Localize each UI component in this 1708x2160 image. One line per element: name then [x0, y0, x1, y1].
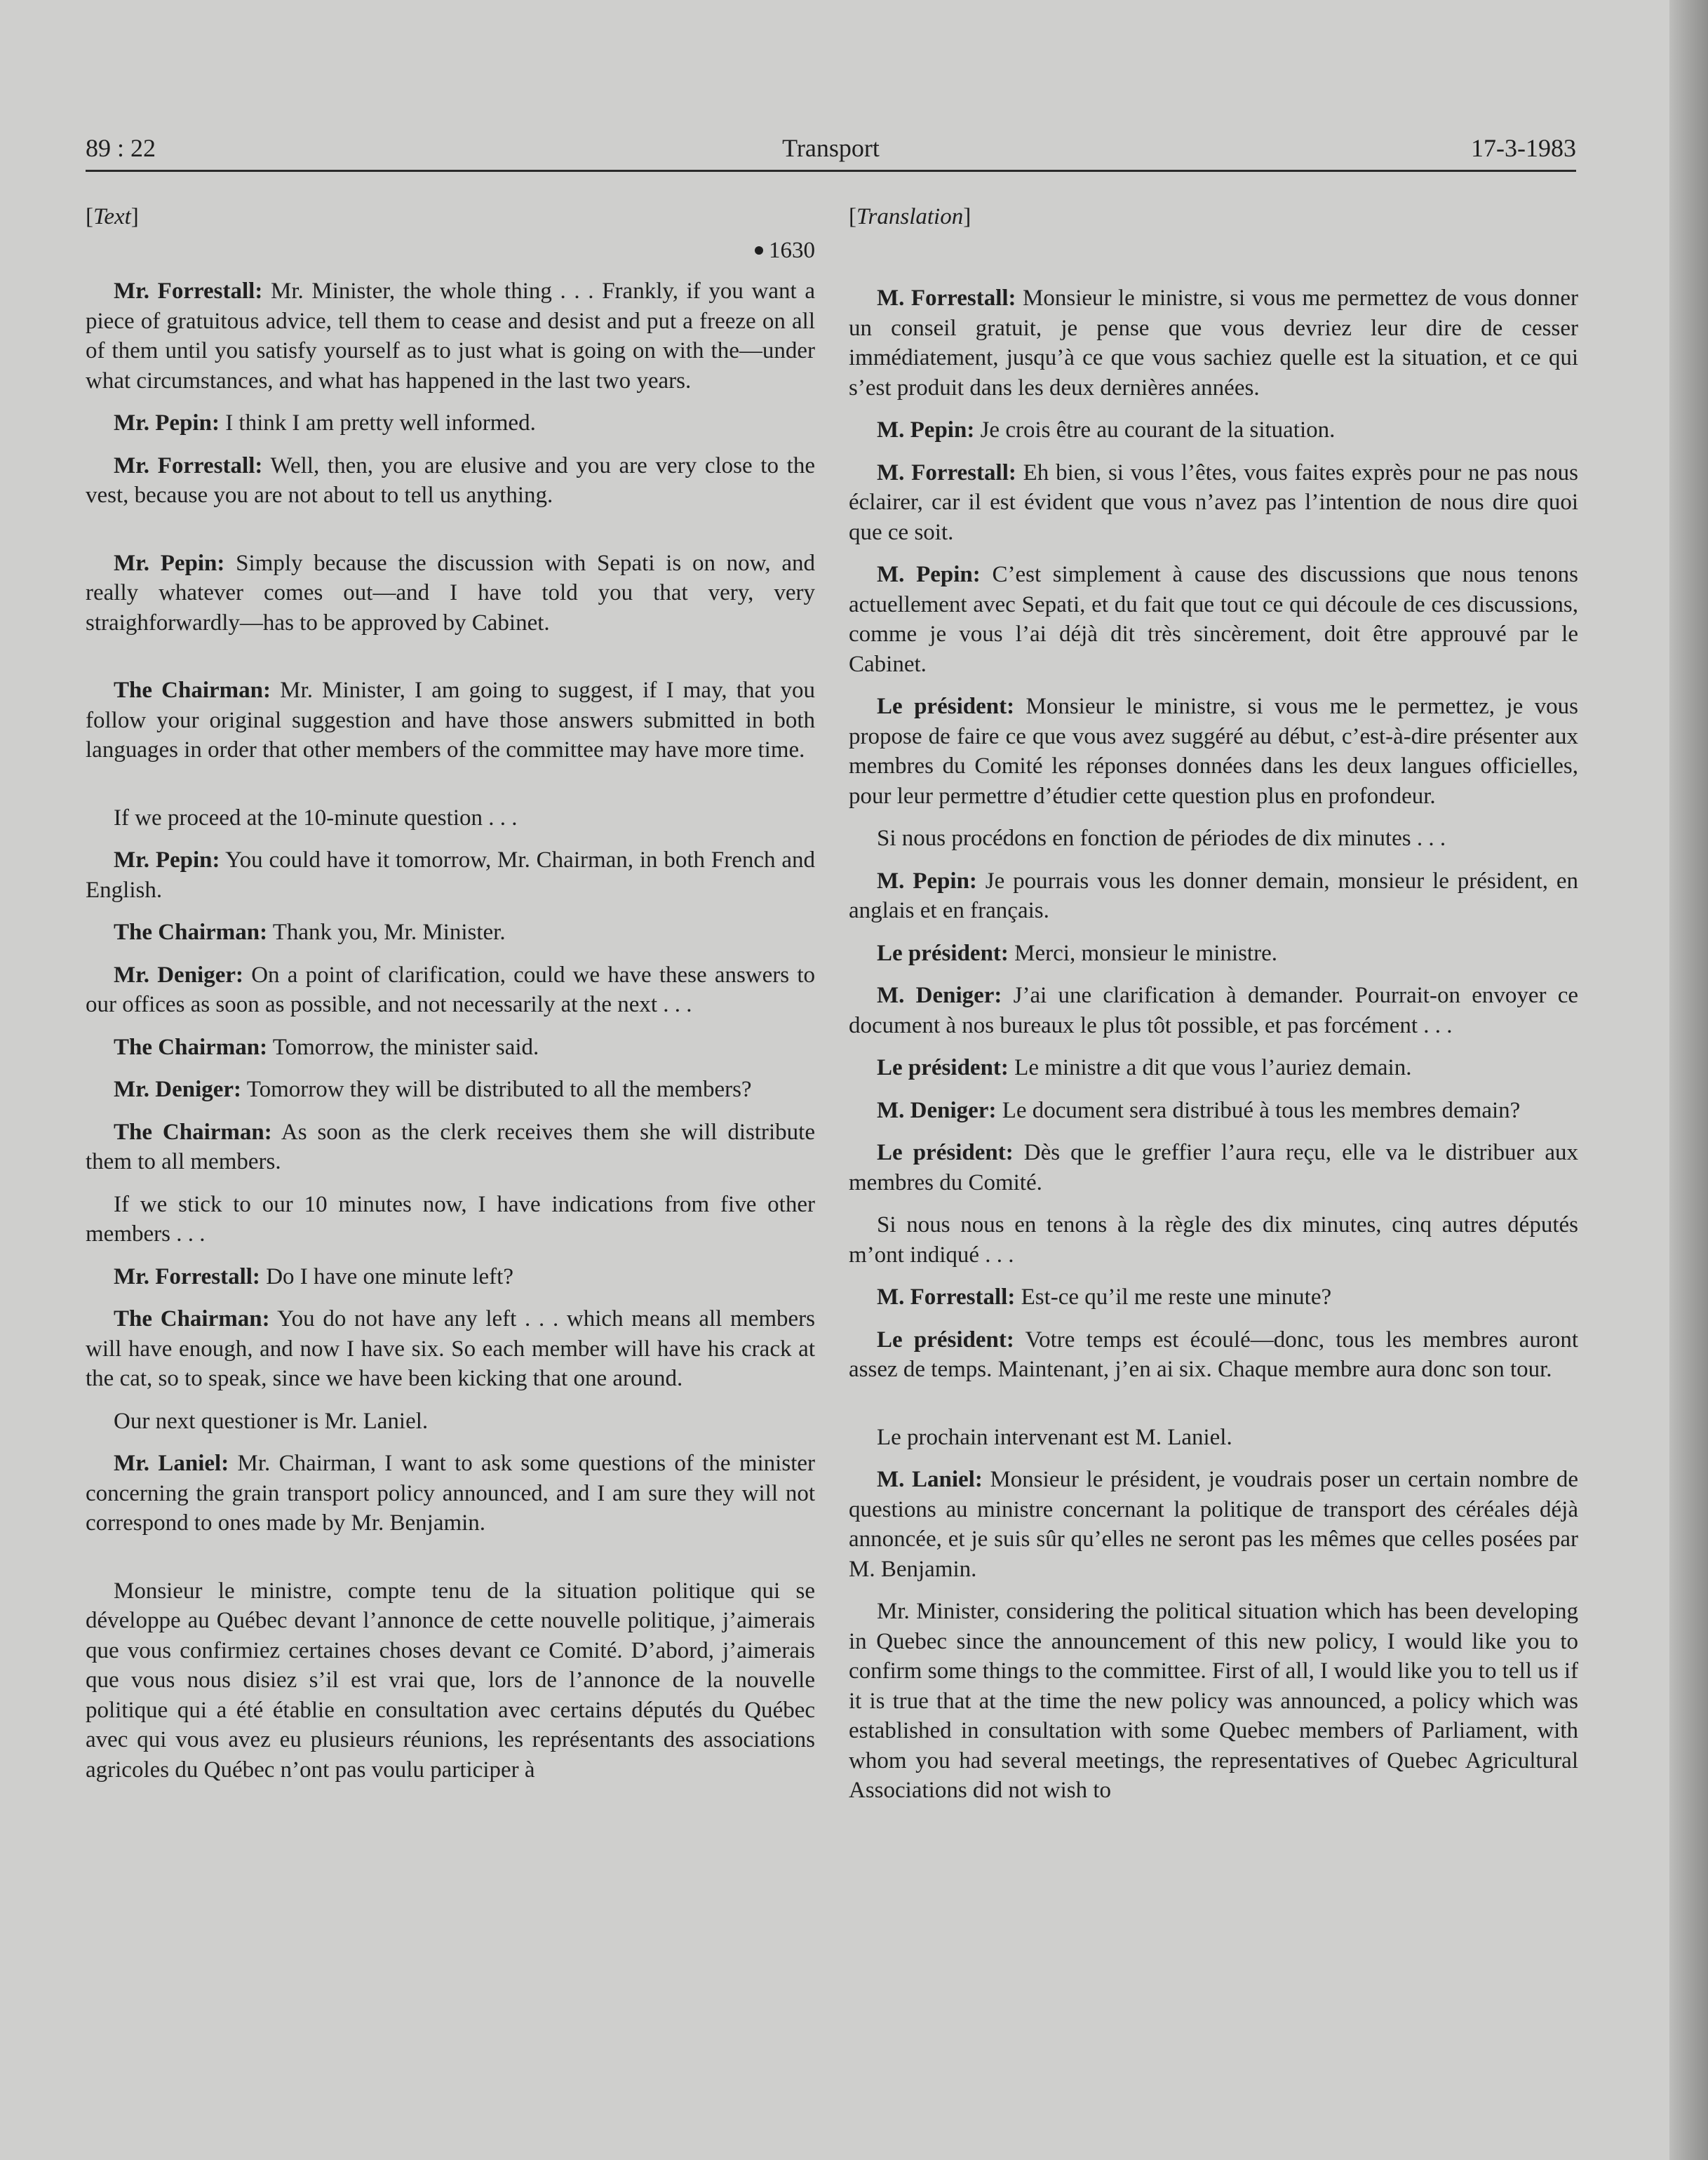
paragraph: Mr. Pepin: I think I am pretty well informed.	[114, 410, 536, 436]
time-stamp: 1630	[86, 236, 815, 265]
paragraph: The Chairman: Mr. Minister, I am going to suggest, if I may, that you follow your original suggestion and have those answers submitted in both languages in order that other members of the committee may have more time.	[86, 678, 815, 763]
speaker-name: The Chairman:	[114, 920, 268, 945]
paragraph: Mr. Forrestall: Mr. Minister, the whole thing . . . Frankly, if you want a piece of gratuitous advice, tell them to cease and desist and put a freeze on all of them until you satisfy yourself as to just what is going on with the—under what circumstances, and what has happened in the last two years.	[86, 279, 815, 394]
speaker-name: Mr. Pepin:	[114, 847, 220, 873]
speaker-name: The Chairman:	[114, 1306, 270, 1331]
paragraph: Mr. Pepin: You could have it tomorrow, Mr. Chairman, in both French and English.	[86, 847, 816, 903]
sitting-date: 17-3-1983	[1471, 134, 1576, 162]
paragraph: Mr. Deniger: On a point of clarification, could we have these answers to our offices as soon as possible, and not necessarily at the next . . .	[86, 962, 815, 1017]
paragraph: M. Forrestall: Est-ce qu’il me reste une minute?	[877, 1284, 1332, 1310]
paragraph: Mr. Forrestall: Do I have one minute left?	[114, 1263, 513, 1289]
speaker-name: M. Pepin:	[877, 562, 981, 587]
paragraph: M. Pepin: Je pourrais vous les donner demain, monsieur le président, en anglais et en français.	[849, 868, 1578, 923]
speaker-name: M. Forrestall:	[877, 459, 1016, 485]
paragraph: If we stick to our 10 minutes now, I have indications from five other members . . .	[86, 1191, 815, 1247]
paragraph: The Chairman: As soon as the clerk receives them she will distribute them to all members.	[86, 1119, 815, 1174]
paragraph: The Chairman: You do not have any left . . . which means all members will have enough, and now I have six. So each member will have his crack at the cat, so to speak, since we have been kicking that one around.	[86, 1306, 815, 1391]
running-header	[86, 133, 1576, 172]
speaker-name: Mr. Deniger:	[114, 1077, 242, 1102]
page-folio: 89 : 22	[86, 134, 156, 162]
page-edge-shadow	[1669, 0, 1708, 2160]
speaker-name: Le président:	[877, 1140, 1014, 1165]
paragraph: Mr. Laniel: Mr. Chairman, I want to ask some questions of the minister concerning the grain transport policy announced, and I am sure they will not correspond to ones made by Mr. Benjamin.	[86, 1451, 816, 1536]
paragraph: Mr. Forrestall: Well, then, you are elusive and you are very close to the vest, because you are not about to tell us anything.	[86, 452, 815, 508]
paragraph: M. Forrestall: Monsieur le ministre, si vous me permettez de vous donner un conseil gratuit, je pense que vous devriez leur dire de cesser immédiatement, jusqu’à ce que vous sachiez quelle est la situation, et ce qui s’est produit dans les deux dernières années.	[849, 286, 1578, 401]
speaker-name: Mr. Deniger:	[114, 962, 243, 988]
paragraph: Le président: Merci, monsieur le ministre.	[877, 940, 1277, 966]
paragraph: Mr. Deniger: Tomorrow they will be distributed to all the members?	[114, 1077, 752, 1102]
speaker-name: M. Laniel:	[877, 1467, 983, 1492]
paragraph: Si nous nous en tenons à la règle des dix minutes, cinq autres députés m’ont indiqué . . .	[849, 1212, 1578, 1268]
speaker-name: Mr. Forrestall:	[114, 1263, 260, 1289]
paragraph: M. Forrestall: Eh bien, si vous l’êtes, vous faites exprès pour ne pas nous éclairer, car il est évident que vous n’avez pas l’intention de nous dire quoi que ce soit.	[849, 459, 1579, 545]
speaker-name: M. Forrestall:	[877, 1284, 1016, 1310]
speaker-name: The Chairman:	[114, 1034, 268, 1060]
left-column	[86, 202, 815, 1797]
paragraph: M. Pepin: C’est simplement à cause des discussions que nous tenons actuellement avec Sepati, et du fait que tout ce qui découle de ces discussions, comme je vous l’ai déjà dit très sincèrement, doit être approuvé par le Cabinet.	[849, 562, 1578, 677]
paragraph: Le prochain intervenant est M. Laniel.	[877, 1424, 1232, 1450]
paragraph: Le président: Le ministre a dit que vous l’auriez demain.	[877, 1055, 1412, 1080]
speaker-name: M. Deniger:	[877, 983, 1002, 1008]
speaker-name: M. Pepin:	[877, 417, 975, 443]
speaker-name: Mr. Forrestall:	[114, 452, 263, 478]
speaker-name: M. Forrestall:	[877, 286, 1016, 311]
text-marker: [Text]	[86, 204, 139, 229]
speaker-name: Mr. Forrestall:	[114, 279, 263, 304]
speaker-name: Mr. Laniel:	[114, 1451, 229, 1476]
paragraph: M. Deniger: J’ai une clarification à demander. Pourrait-on envoyer ce document à nos bureaux le plus tôt possible, et pas forcément . . .	[849, 983, 1579, 1038]
paragraph: Le président: Dès que le greffier l’aura reçu, elle va le distribuer aux membres du Comité.	[849, 1140, 1578, 1195]
speaker-name: The Chairman:	[114, 1119, 272, 1145]
right-column	[849, 202, 1578, 1818]
paragraph: The Chairman: Thank you, Mr. Minister.	[114, 920, 506, 945]
paragraph: Le président: Monsieur le ministre, si vous me le permettez, je vous propose de faire ce que vous avez suggéré au début, c’est-à-dire présenter aux membres du Comité les réponses données dans les deux langues officielles, pour leur permettre d’étudier cette question plus en profondeur.	[849, 694, 1578, 809]
paragraph: M. Pepin: Je crois être au courant de la situation.	[877, 417, 1336, 443]
bullet-icon	[755, 246, 763, 255]
paragraph: Si nous procédons en fonction de périodes de dix minutes . . .	[877, 826, 1446, 851]
speaker-name: Le président:	[877, 1327, 1014, 1353]
paragraph: If we proceed at the 10-minute question . . .	[114, 805, 518, 831]
speaker-name: Mr. Pepin:	[114, 550, 225, 576]
paragraph: Le président: Votre temps est écoulé—donc, tous les membres auront assez de temps. Maintenant, j’en ai six. Chaque membre aura donc son tour.	[849, 1327, 1578, 1382]
speaker-name: Le président:	[877, 1055, 1009, 1080]
paragraph: Mr. Pepin: Simply because the discussion with Sepati is on now, and really whatever comes out—and I have told you that very, very straighforwardly—has to be approved by Cabinet.	[86, 550, 815, 636]
journal-title: Transport	[782, 134, 880, 162]
speaker-name: M. Pepin:	[877, 868, 977, 894]
paragraph: M. Deniger: Le document sera distribué à tous les membres demain?	[877, 1097, 1521, 1123]
paragraph: Mr. Minister, considering the political situation which has been developing in Quebec since the announcement of this new policy, I would like you to confirm some things to the committee. First of all, I would like you to tell us if it is true that at the time the new policy was announced, a policy which was established in consultation with some Quebec members of Parliament, with whom you had several meetings, the representatives of Quebec Agricultural Associations did not wish to	[849, 1599, 1578, 1803]
speaker-name: Mr. Pepin:	[114, 410, 220, 436]
paragraph: Our next questioner is Mr. Laniel.	[114, 1408, 429, 1434]
translation-marker: [Translation]	[849, 204, 971, 229]
speaker-name: M. Deniger:	[877, 1097, 997, 1123]
speaker-name: Le président:	[877, 940, 1009, 966]
speaker-name: The Chairman:	[114, 678, 271, 703]
paragraph: Monsieur le ministre, compte tenu de la situation politique qui se développe au Québec devant l’annonce de cette nouvelle politique, j’aimerais que vous confirmiez certaines choses devant ce Comité. D’abord, j’aimerais que vous nous disiez s’il est vrai que, lors de l’annonce de la nouvelle politique qui a été établie en consultation avec certains députés du Québec avec qui vous avez eu plusieurs réunions, les représentants des associations agricoles du Québec n’ont pas voulu participer à	[86, 1578, 815, 1783]
paragraph: M. Laniel: Monsieur le président, je voudrais poser un certain nombre de questions au ministre concernant la politique de transport des céréales déjà annoncée, et je suis sûr qu’elles ne seront pas les mêmes que celles posées par M. Benjamin.	[849, 1467, 1579, 1582]
speaker-name: Le président:	[877, 694, 1015, 719]
paragraph: The Chairman: Tomorrow, the minister said.	[114, 1034, 539, 1060]
